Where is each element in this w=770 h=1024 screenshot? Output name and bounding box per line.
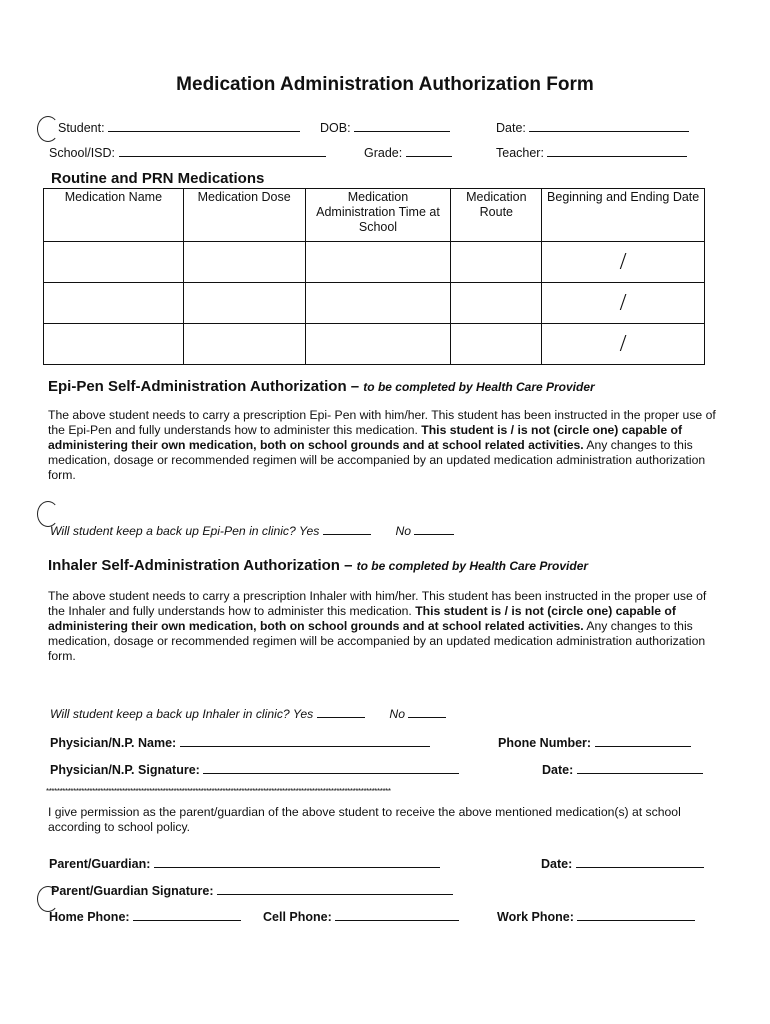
inhaler-paragraph — [48, 589, 718, 664]
cell-phone-label: Cell Phone: — [263, 910, 332, 924]
table-row — [44, 283, 705, 324]
cell-phone-row — [263, 909, 459, 924]
col-medication-route: Medication Route — [451, 189, 542, 242]
table-header-row — [44, 189, 705, 242]
physician-name-field[interactable] — [180, 735, 430, 747]
school-label: School/ISD: — [49, 146, 116, 160]
work-phone-row — [497, 909, 695, 924]
phone-number-row — [498, 735, 691, 750]
physician-signature-label: Physician/N.P. Signature: — [50, 763, 200, 777]
student-row — [58, 120, 300, 135]
inhaler-heading-note: to be completed by Health Care Provider — [356, 559, 589, 573]
physician-name-row — [50, 735, 430, 750]
student-field[interactable] — [108, 120, 300, 132]
col-beginning-ending-date: Beginning and Ending Date — [542, 189, 705, 242]
table-row — [44, 324, 705, 365]
physician-date-row — [542, 762, 703, 777]
cell-dose[interactable] — [183, 324, 305, 365]
parent-guardian-field[interactable] — [154, 856, 440, 868]
punch-hole-top — [37, 116, 59, 142]
inhaler-no-label: No — [389, 707, 405, 721]
inhaler-intro: The above student needs to carry a prescription Inhaler with him/her. This student has been instructed in the proper use of the Inhaler and fully understands how to administer this medication. — [48, 589, 707, 618]
phone-number-label: Phone Number: — [498, 736, 592, 750]
inhaler-question: Will student keep a back up Inhaler in clinic? — [50, 707, 290, 721]
grade-field[interactable] — [406, 145, 452, 157]
permission-text: I give permission as the parent/guardian of the above student to receive the above mentioned medication(s) at school according to school policy. — [48, 805, 681, 834]
separator-line: ******************************************************************************************************************************* — [46, 787, 391, 796]
physician-signature-row — [50, 762, 459, 777]
school-row — [49, 145, 326, 160]
epipen-question-row — [50, 523, 454, 538]
table-row — [44, 242, 705, 283]
inhaler-yes-field[interactable] — [317, 706, 365, 718]
date-label: Date: — [496, 121, 526, 135]
parent-signature-label: Parent/Guardian Signature: — [51, 884, 214, 898]
epipen-no-field[interactable] — [414, 523, 454, 535]
epipen-question: Will student keep a back up Epi-Pen in clinic? — [50, 524, 296, 538]
teacher-field[interactable] — [547, 145, 687, 157]
inhaler-heading-text: Inhaler Self-Administration Authorization – — [48, 557, 353, 574]
parent-guardian-row — [49, 856, 440, 871]
cell-route[interactable] — [451, 242, 542, 283]
cell-date[interactable] — [542, 242, 705, 283]
physician-signature-field[interactable] — [203, 762, 459, 774]
cell-date[interactable] — [542, 324, 705, 365]
phone-number-field[interactable] — [595, 735, 691, 747]
inhaler-capability: This student is / is not (circle one) capable of administering their own medication, both on school grounds and at school related activities. — [48, 604, 676, 633]
inhaler-question-row — [50, 706, 446, 721]
parent-date-row — [541, 856, 704, 871]
teacher-label: Teacher: — [496, 146, 544, 160]
date-slash: / — [619, 330, 627, 357]
medications-table — [43, 188, 705, 365]
date-field[interactable] — [529, 120, 689, 132]
physician-date-label: Date: — [542, 763, 574, 777]
dob-field[interactable] — [354, 120, 450, 132]
epipen-heading-note: to be completed by Health Care Provider — [363, 380, 595, 394]
cell-name[interactable] — [44, 324, 184, 365]
home-phone-field[interactable] — [133, 909, 241, 921]
work-phone-label: Work Phone: — [497, 910, 574, 924]
cell-dose[interactable] — [183, 242, 305, 283]
form-title: Medication Administration Authorization Form — [176, 74, 594, 95]
parent-signature-field[interactable] — [217, 883, 453, 895]
parent-signature-row — [51, 883, 453, 898]
home-phone-label: Home Phone: — [49, 910, 130, 924]
work-phone-field[interactable] — [577, 909, 695, 921]
epipen-yes-field[interactable] — [323, 523, 371, 535]
col-medication-name: Medication Name — [44, 189, 184, 242]
physician-date-field[interactable] — [577, 762, 703, 774]
inhaler-no-field[interactable] — [408, 706, 446, 718]
cell-time[interactable] — [305, 242, 451, 283]
school-field[interactable] — [119, 145, 326, 157]
epipen-tail: Any changes to this medication, dosage or recommended regimen will be accompanied by an updated medication administration authorization form. — [48, 438, 706, 482]
grade-row — [364, 145, 452, 160]
student-label: Student: — [58, 121, 105, 135]
epipen-no-label: No — [395, 524, 412, 538]
date-slash: / — [619, 248, 627, 275]
cell-time[interactable] — [305, 283, 451, 324]
cell-phone-field[interactable] — [335, 909, 459, 921]
routine-heading: Routine and PRN Medications — [51, 170, 265, 187]
epipen-capability: This student is / is not (circle one) capable of administering their own medication, both on school grounds and at school related activities. — [48, 423, 683, 452]
epipen-yes-label: Yes — [298, 524, 320, 538]
cell-route[interactable] — [451, 283, 542, 324]
physician-name-label: Physician/N.P. Name: — [50, 736, 177, 750]
cell-time[interactable] — [305, 324, 451, 365]
parent-guardian-label: Parent/Guardian: — [49, 857, 151, 871]
cell-name[interactable] — [44, 242, 184, 283]
parent-date-label: Date: — [541, 857, 573, 871]
date-row — [496, 120, 689, 135]
parent-date-field[interactable] — [576, 856, 704, 868]
cell-route[interactable] — [451, 324, 542, 365]
col-administration-time: Medication Administration Time at School — [305, 189, 451, 242]
cell-date[interactable] — [542, 283, 705, 324]
grade-label: Grade: — [364, 146, 403, 160]
epipen-paragraph — [48, 408, 718, 483]
inhaler-yes-label: Yes — [292, 707, 314, 721]
home-phone-row — [49, 909, 241, 924]
inhaler-tail: Any changes to this medication, dosage or recommended regimen will be accompanied by an updated medication administration authorization form. — [48, 619, 706, 663]
teacher-row — [496, 145, 687, 160]
col-medication-dose: Medication Dose — [183, 189, 305, 242]
dob-row — [320, 120, 450, 135]
epipen-heading-text: Epi-Pen Self-Administration Authorization – — [48, 378, 360, 395]
epipen-heading — [48, 378, 595, 395]
epipen-intro: The above student needs to carry a prescription Epi- Pen with him/her. This student has been instructed in the proper use of the Epi-Pen and fully understands how to administer this medication. — [48, 408, 716, 437]
date-slash: / — [619, 289, 627, 316]
cell-dose[interactable] — [183, 283, 305, 324]
inhaler-heading — [48, 557, 588, 574]
dob-label: DOB: — [320, 121, 351, 135]
cell-name[interactable] — [44, 283, 184, 324]
